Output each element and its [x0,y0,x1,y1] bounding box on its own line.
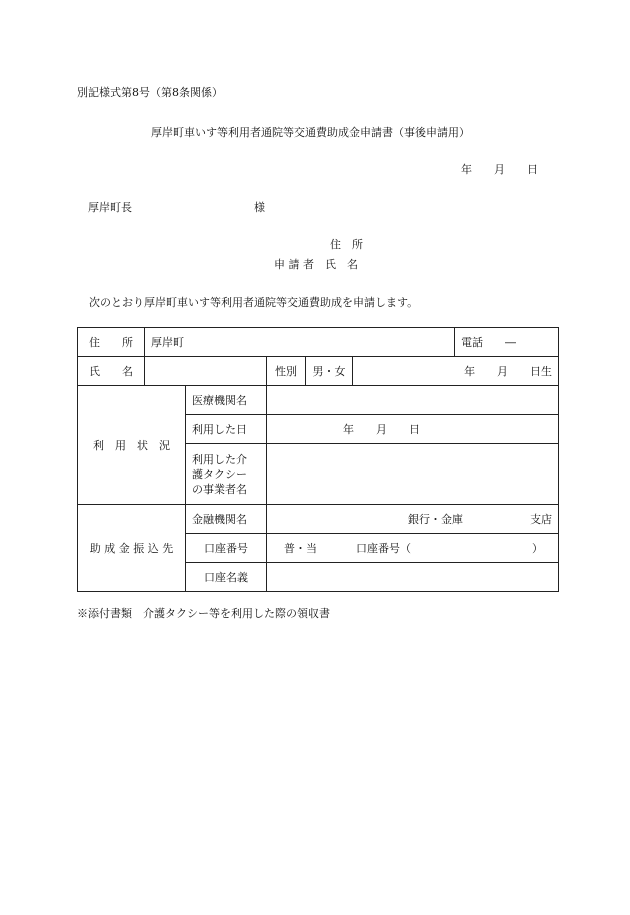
gender-label: 性別 [267,357,306,386]
form-number: 別記様式第8号（第8条関係） [77,86,223,99]
account-number: 口座番号（ ） [356,542,543,555]
application-date: 年 月 日 [461,163,538,176]
taxi-label-line-3: の事業者名 [192,482,247,496]
account-type: 普・当 [284,542,317,555]
medical-institution-field[interactable] [267,386,559,415]
taxi-operator-label [186,444,267,505]
name-label: 氏 名 [78,357,145,386]
phone-field[interactable]: 電話 ― [455,328,559,357]
name-field[interactable] [145,357,267,386]
form-title: 厚岸町車いす等利用者通院等交通費助成金申請書（事後申請用） [151,126,470,139]
applicant-address-label: 住 所 [330,238,363,251]
usage-status-label: 利 用 状 況 [78,386,186,505]
attachment-note: ※添付書類 介護タクシー等を利用した際の領収書 [77,607,330,620]
taxi-operator-field[interactable] [267,444,559,505]
bank-type: 銀行・金庫 [408,513,463,526]
bank-name-label: 金融機関名 [186,505,267,534]
bank-name-field[interactable] [267,505,559,534]
applicant-name-label: 申 請 者 氏 名 [274,258,358,271]
account-name-label: 口座名義 [186,563,267,592]
transfer-destination-label: 助 成 金 振 込 先 [78,505,186,592]
address-field[interactable]: 厚岸町 [145,328,455,357]
taxi-label-line-2: 護タクシー [192,467,247,481]
account-number-field[interactable] [267,534,559,563]
intro-text: 次のとおり厚岸町車いす等利用者通院等交通費助成を申請します。 [89,296,419,309]
usage-date-field[interactable]: 年 月 日 [267,415,559,444]
birthdate-field[interactable]: 年 月 日生 [353,357,559,386]
application-table [77,327,559,592]
address-label: 住 所 [78,328,145,357]
honorific: 様 [254,201,265,214]
account-number-label: 口座番号 [186,534,267,563]
usage-date-label: 利用した日 [186,415,267,444]
gender-options[interactable]: 男・女 [306,357,353,386]
addressee: 厚岸町長 [88,201,132,214]
branch-label: 支店 [530,513,553,526]
account-name-field[interactable] [267,563,559,592]
medical-institution-label: 医療機関名 [186,386,267,415]
taxi-label-line-1: 利用した介 [192,452,247,466]
